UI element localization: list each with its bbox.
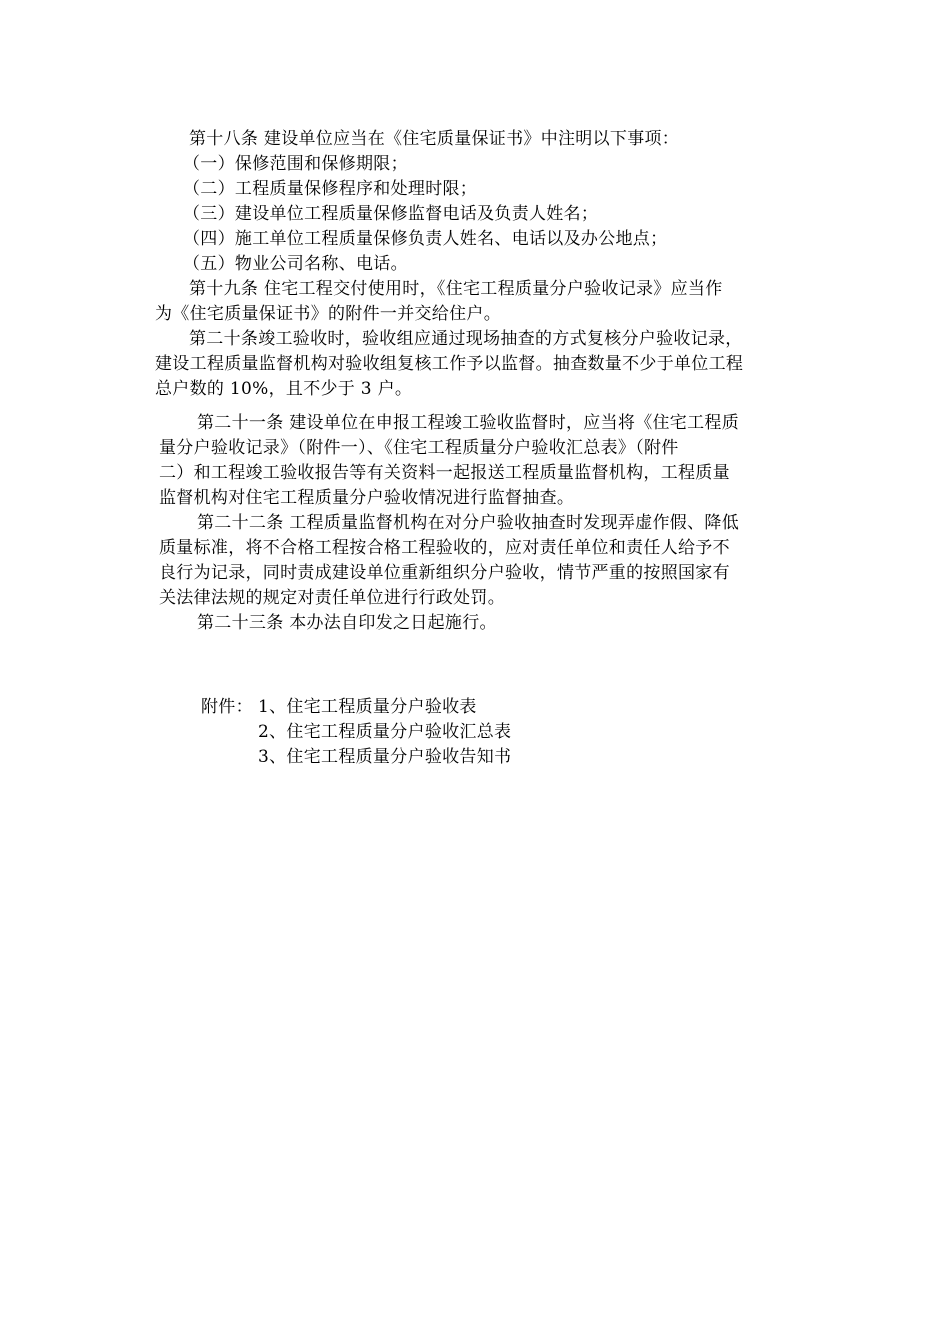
attachment-item-3: 3、住宅工程质量分户验收告知书 (258, 747, 512, 767)
article-18-item-4: （四）施工单位工程质量保修负责人姓名、电话以及办公地点； (183, 229, 668, 249)
article-21-line-2: 量分户验收记录》（附件一）、《住宅工程质量分户验收汇总表》（附件 (159, 438, 679, 458)
article-21-line-1: 第二十一条 建设单位在申报工程竣工验收监督时，应当将《住宅工程质 (197, 413, 740, 433)
article-21-line-3: 二）和工程竣工验收报告等有关资料一起报送工程质量监督机构，工程质量 (159, 463, 730, 483)
article-19-line-1: 第十九条 住宅工程交付使用时，《住宅工程质量分户验收记录》应当作 (189, 279, 723, 299)
article-22-line-4: 关法律法规的规定对责任单位进行行政处罚。 (159, 588, 505, 608)
article-22-line-2: 质量标准，将不合格工程按合格工程验收的，应对责任单位和责任人给予不 (159, 538, 730, 558)
article-22-line-3: 良行为记录，同时责成建设单位重新组织分户验收，情节严重的按照国家有 (159, 563, 730, 583)
attachments-label: 附件： (201, 697, 253, 717)
article-18-item-2: （二）工程质量保修程序和处理时限； (183, 179, 478, 199)
article-20-line-1: 第二十条竣工验收时，验收组应通过现场抽查的方式复核分户验收记录， (189, 329, 743, 349)
article-18-item-1: （一）保修范围和保修期限； (183, 154, 408, 174)
article-18-item-5: （五）物业公司名称、电话。 (183, 254, 408, 274)
article-18-item-3: （三）建设单位工程质量保修监督电话及负责人姓名； (183, 204, 599, 224)
article-18-heading: 第十八条 建设单位应当在《住宅质量保证书》中注明以下事项： (189, 129, 680, 149)
article-23-line-1: 第二十三条 本办法自印发之日起施行。 (197, 613, 497, 633)
article-21-line-4: 监督机构对住宅工程质量分户验收情况进行监督抽查。 (159, 488, 575, 508)
article-20-line-2: 建设工程质量监督机构对验收组复核工作予以监督。抽查数量不少于单位工程 (155, 354, 744, 374)
attachment-item-2: 2、住宅工程质量分户验收汇总表 (258, 722, 512, 742)
article-22-line-1: 第二十二条 工程质量监督机构在对分户验收抽查时发现弄虚作假、降低 (197, 513, 740, 533)
article-20-line-3: 总户数的 10%，且不少于 3 户。 (155, 379, 413, 399)
article-19-line-2: 为《住宅质量保证书》的附件一并交给住户。 (155, 304, 501, 324)
attachment-item-1: 1、住宅工程质量分户验收表 (258, 697, 477, 717)
